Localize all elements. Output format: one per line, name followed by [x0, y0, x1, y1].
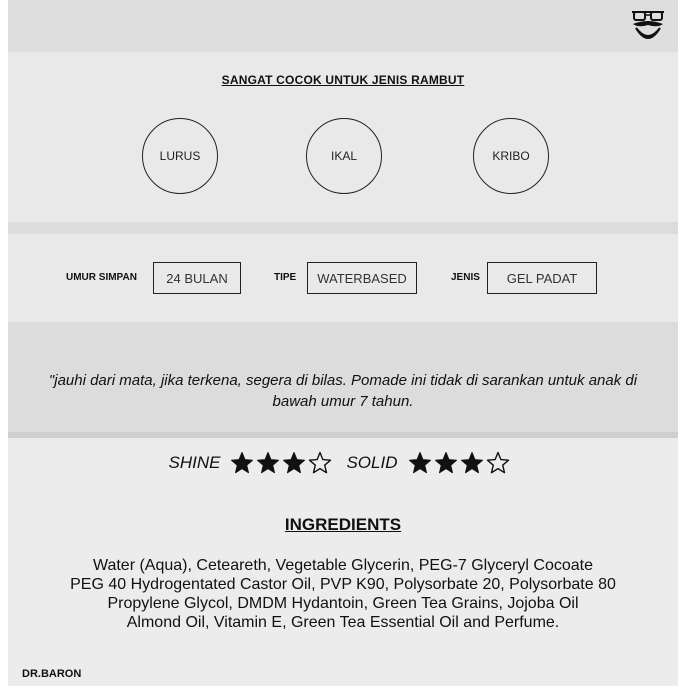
- star-filled-icon: [282, 451, 306, 475]
- shine-stars: [230, 451, 332, 475]
- form-label: JENIS: [451, 272, 480, 283]
- form-value: GEL PADAT: [487, 262, 597, 294]
- ingredients-line: Water (Aqua), Ceteareth, Vegetable Glycerin, PEG-7 Glyceryl Cocoate: [92, 557, 594, 574]
- ingredients-list: [28, 556, 658, 632]
- brand-name: DR.BARON: [22, 668, 82, 680]
- hair-type-title: SANGAT COCOK UNTUK JENIS RAMBUT: [221, 73, 465, 87]
- solid-label: SOLID: [346, 453, 398, 472]
- star-filled-icon: [460, 451, 484, 475]
- ratings-row: [8, 451, 678, 475]
- shine-label: SHINE: [168, 453, 221, 472]
- hair-type-wavy: IKAL: [306, 118, 382, 194]
- star-filled-icon: [434, 451, 458, 475]
- mustache-glasses-icon: [628, 4, 668, 44]
- shelf-life-label: UMUR SIMPAN: [66, 272, 137, 283]
- product-info-card: [8, 0, 678, 686]
- star-filled-icon: [408, 451, 432, 475]
- ingredients-line: Almond Oil, Vitamin E, Green Tea Essential Oil and Perfume.: [126, 614, 560, 631]
- type-label: TIPE: [274, 272, 297, 283]
- solid-stars: [408, 451, 510, 475]
- ingredients-line: Propylene Glycol, DMDM Hydantoin, Green Tea Grains, Jojoba Oil: [107, 595, 579, 612]
- warning-text: "jauhi dari mata, jika terkena, segera di bilas. Pomade ini tidak di sarankan untuk anak di bawah umur 7 tahun.: [48, 372, 638, 410]
- divider: [8, 222, 678, 234]
- ingredients-title: INGREDIENTS: [284, 515, 402, 534]
- star-empty-icon: [486, 451, 510, 475]
- type-value: WATERBASED: [307, 262, 417, 294]
- header-band: [8, 0, 678, 52]
- hair-type-straight: LURUS: [142, 118, 218, 194]
- star-filled-icon: [256, 451, 280, 475]
- ingredients-line: PEG 40 Hydrogentated Castor Oil, PVP K90, Polysorbate 20, Polysorbate 80: [70, 576, 616, 593]
- shelf-life-value: 24 BULAN: [153, 262, 241, 294]
- hair-type-curly: KRIBO: [473, 118, 549, 194]
- star-filled-icon: [230, 451, 254, 475]
- star-empty-icon: [308, 451, 332, 475]
